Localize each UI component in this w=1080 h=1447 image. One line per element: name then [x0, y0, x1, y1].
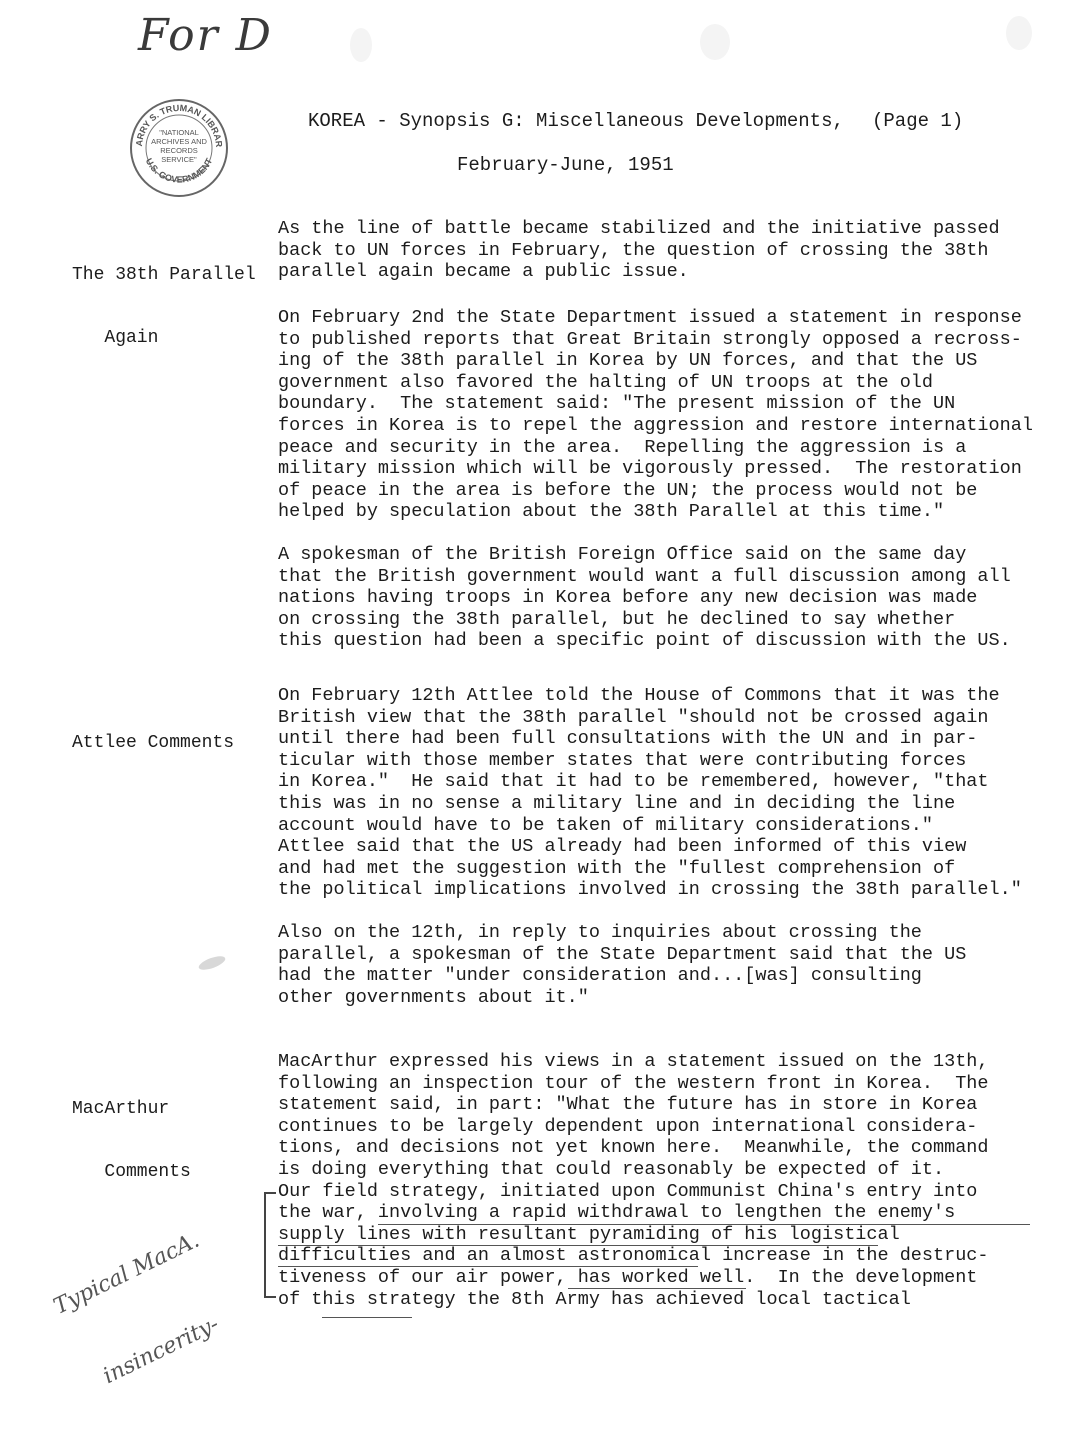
paragraph-line: government also favored the halting of UN troops at the old: [278, 371, 934, 393]
paragraph-line: tions, and decisions not yet known here. Meanwhile, the command: [278, 1137, 989, 1159]
sidehead-line: The 38th Parallel: [72, 265, 256, 285]
paragraph-line: this was in no sense a military line and in deciding the line: [278, 792, 956, 814]
paragraph-line: On February 12th Attlee told the House of Commons that it was the: [278, 685, 1000, 706]
sidehead-attlee-comments: [72, 691, 234, 796]
page-number: (Page 1): [872, 110, 964, 132]
paragraph-line: parallel, a spokesman of the State Department said that the US: [278, 943, 967, 965]
paragraph: [278, 922, 1038, 1008]
paragraph: [278, 544, 1038, 652]
paragraph-line: of this strategy the 8th Army has achieved local tactical: [278, 1288, 911, 1310]
handwritten-margin-note: [25, 1177, 266, 1447]
stamp-center-line: "NATIONAL: [159, 128, 199, 137]
sidehead-line: Again: [72, 328, 159, 348]
underline-mark: [322, 1317, 412, 1318]
paragraph-line: in Korea." He said that it had to be remembered, however, "that: [278, 771, 989, 793]
punch-hole-right: [1006, 16, 1032, 50]
sidehead-line: MacArthur: [72, 1099, 170, 1119]
paragraph: [278, 218, 1038, 283]
paragraph-line: helped by speculation about the 38th Parallel at this time.": [278, 501, 945, 523]
paragraph-line: the war, involving a rapid withdrawal to lengthen the enemy's: [278, 1202, 956, 1224]
stamp-bottom-text: U.S. GOVERNMENT: [143, 156, 215, 185]
paragraph-line: MacArthur expressed his views in a statement issued on the 13th,: [278, 1051, 989, 1072]
paragraph-line: this question had been a specific point of discussion with the US.: [278, 630, 1011, 652]
paragraph-line: forces in Korea is to repel the aggression and restore international: [278, 414, 1033, 436]
paragraph-line: On February 2nd the State Department issued a statement in response: [278, 307, 1022, 328]
paragraph: [278, 1051, 1038, 1310]
paragraph-line: to published reports that Great Britain strongly opposed a recross-: [278, 328, 1022, 350]
archives-stamp: [128, 97, 230, 199]
paragraph-line: ing of the 38th parallel in Korea by UN forces, and that the US: [278, 350, 978, 372]
underline-mark: [568, 1288, 746, 1289]
paragraph-line: British view that the 38th parallel "should not be crossed again: [278, 706, 989, 728]
sidehead-line: Attlee Comments: [72, 733, 235, 753]
paragraph-line: account would have to be taken of military considerations.": [278, 814, 934, 836]
paragraph-line: nations having troops in Korea before any new decision was made: [278, 587, 978, 609]
stamp-ring-text: ARRY S. TRUMAN LIBRAR: [133, 102, 225, 148]
ink-smudge: [197, 954, 227, 973]
paragraph-line: peace and security in the area. Repelling the aggression is a: [278, 436, 967, 458]
paragraph-line: that the British government would want a full discussion among all: [278, 565, 1011, 587]
paragraph-line: of peace in the area is before the UN; the process would not be: [278, 479, 978, 501]
paragraph-line: tiveness of our air power, has worked well. In the development: [278, 1266, 978, 1288]
paragraph: [278, 685, 1038, 901]
paragraph-line: had the matter "under consideration and...[was] consulting: [278, 965, 922, 987]
sidehead-line: Comments: [72, 1162, 191, 1182]
paragraph-line: A spokesman of the British Foreign Office said on the same day: [278, 544, 967, 565]
document-dates: February-June, 1951: [457, 154, 674, 176]
paragraph-line: and had met the suggestion with the "fullest comprehension of: [278, 857, 956, 879]
archives-stamp-graphic: [128, 97, 230, 199]
underline-mark: [278, 1245, 878, 1246]
underline-mark: [278, 1266, 698, 1267]
paragraph: [278, 307, 1038, 523]
paragraph-line: As the line of battle became stabilized and the initiative passed: [278, 218, 1000, 239]
paragraph-line: Our field strategy, initiated upon Communist China's entry into: [278, 1180, 978, 1202]
punch-hole-center: [700, 24, 730, 60]
paragraph-line: other governments about it.": [278, 986, 589, 1008]
paragraph-line: military mission which will be vigorously pressed. The restoration: [278, 458, 1022, 480]
underline-mark: [378, 1224, 1030, 1225]
paragraph-line: following an inspection tour of the western front in Korea. The: [278, 1072, 989, 1094]
paragraph-line: until there had been full consultations with the UN and in par-: [278, 728, 978, 750]
paragraph-line: supply lines with resultant pyramiding of his logistical: [278, 1223, 900, 1245]
margin-note-line: insincerity-: [99, 1311, 223, 1390]
paragraph-line: the political implications involved in crossing the 38th parallel.": [278, 879, 1022, 901]
stamp-center-line: ARCHIVES AND: [151, 137, 207, 146]
document-title: KOREA - Synopsis G: Miscellaneous Developments,: [308, 110, 844, 132]
sidehead-38th-parallel: [72, 223, 256, 391]
paragraph-line: ticular with those member states that were contributing forces: [278, 749, 967, 771]
paragraph-line: on crossing the 38th parallel, but he declined to say whether: [278, 608, 956, 630]
paragraph-line: parallel again became a public issue.: [278, 261, 689, 283]
stamp-center-line: RECORDS: [160, 146, 198, 155]
punch-hole-left: [350, 28, 372, 62]
margin-bracket: [264, 1192, 276, 1298]
paragraph-line: difficulties and an almost astronomical increase in the destruc-: [278, 1245, 989, 1267]
paragraph-line: back to UN forces in February, the question of crossing the 38th: [278, 239, 989, 261]
stamp-center-line: SERVICE": [161, 155, 197, 164]
paragraph-line: Also on the 12th, in reply to inquiries about crossing the: [278, 922, 922, 943]
paragraph-line: boundary. The statement said: "The present mission of the UN: [278, 393, 956, 415]
margin-note-line: Typical MacA.: [49, 1227, 204, 1320]
handwritten-note: For D: [138, 10, 273, 61]
paragraph-line: Attlee said that the US already had been informed of this view: [278, 836, 967, 858]
paragraph-line: statement said, in part: "What the future has in store in Korea: [278, 1094, 978, 1116]
paragraph-line: is doing everything that could reasonably be expected of it.: [278, 1158, 945, 1180]
paragraph-line: continues to be largely dependent upon international considera-: [278, 1115, 978, 1137]
